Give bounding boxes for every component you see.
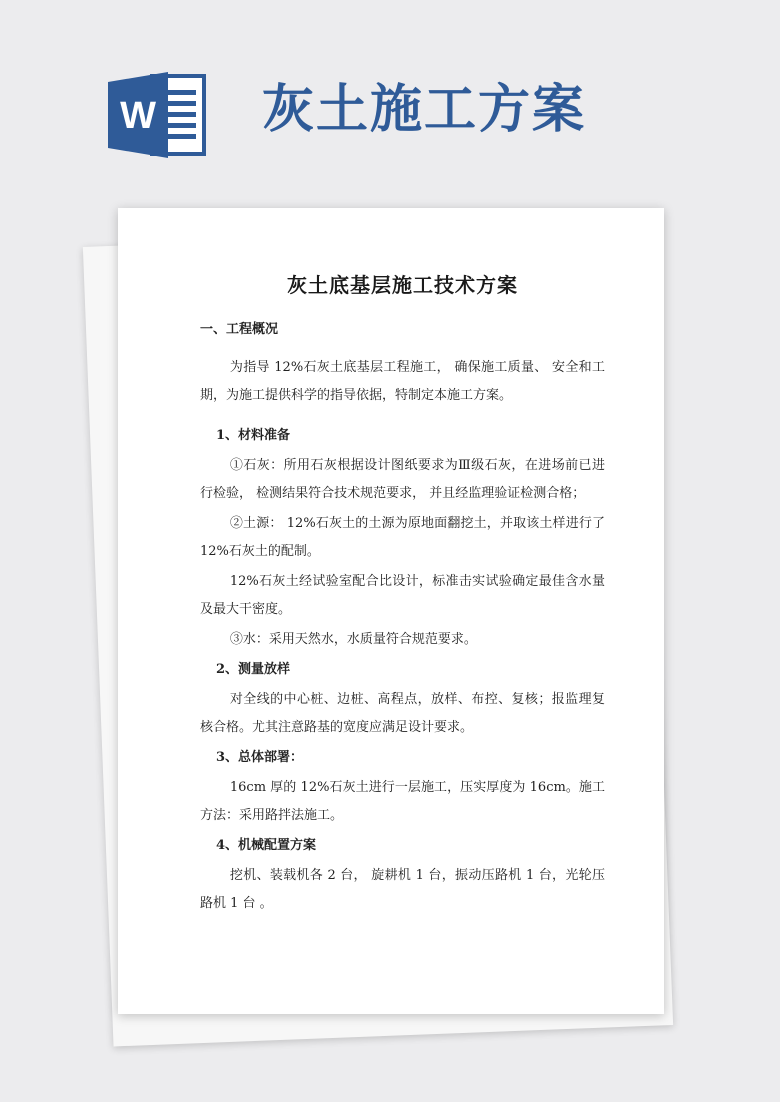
materials-item-lime: ①石灰：所用石灰根据设计图纸要求为Ⅲ级石灰，在进场前已进行检验， 检测结果符合技术规范要求， 并且经监理验证检测合格；: [200, 458, 605, 501]
logo-letter: W: [120, 95, 156, 137]
subheading-machinery: 4、机械配置方案: [216, 838, 317, 853]
overview-paragraph: 为指导 12%石灰土底基层工程施工， 确保施工质量、 安全和工期，为施工提供科学的指导依据，特制定本施工方案。: [200, 360, 605, 403]
materials-item-water: ③水：采用天然水，水质量符合规范要求。: [229, 632, 477, 647]
document-title: 灰土底基层施工技术方案: [287, 273, 518, 297]
machinery-paragraph: 挖机、装载机各 2 台， 旋耕机 1 台，振动压路机 1 台，光轮压路机 1 台 。: [200, 868, 605, 911]
word-document-icon: [108, 70, 208, 160]
banner-header: [0, 0, 780, 200]
subheading-layout: 3、总体部署：: [216, 750, 304, 765]
materials-item-mix-design: 12%石灰土经试验室配合比设计，标准击实试验确定最佳含水量及最大干密度。: [200, 574, 605, 617]
page-title: 灰土施工方案: [262, 80, 587, 140]
section-heading-overview: 一、工程概况: [200, 322, 279, 337]
layout-paragraph: 16cm 厚的 12%石灰土进行一层施工，压实厚度为 16cm。施工方法：采用路拌法施工。: [200, 780, 605, 823]
subheading-materials: 1、材料准备: [216, 428, 291, 443]
document-body: [200, 268, 605, 920]
materials-item-soil: ②土源： 12%石灰土的土源为原地面翻挖土，并取该土样进行了 12%石灰土的配制。: [200, 516, 605, 559]
survey-paragraph: 对全线的中心桩、边桩、高程点，放样、布控、复核；报监理复核合格。尤其注意路基的宽度应满足设计要求。: [200, 692, 605, 735]
subheading-survey: 2、测量放样: [216, 662, 291, 677]
